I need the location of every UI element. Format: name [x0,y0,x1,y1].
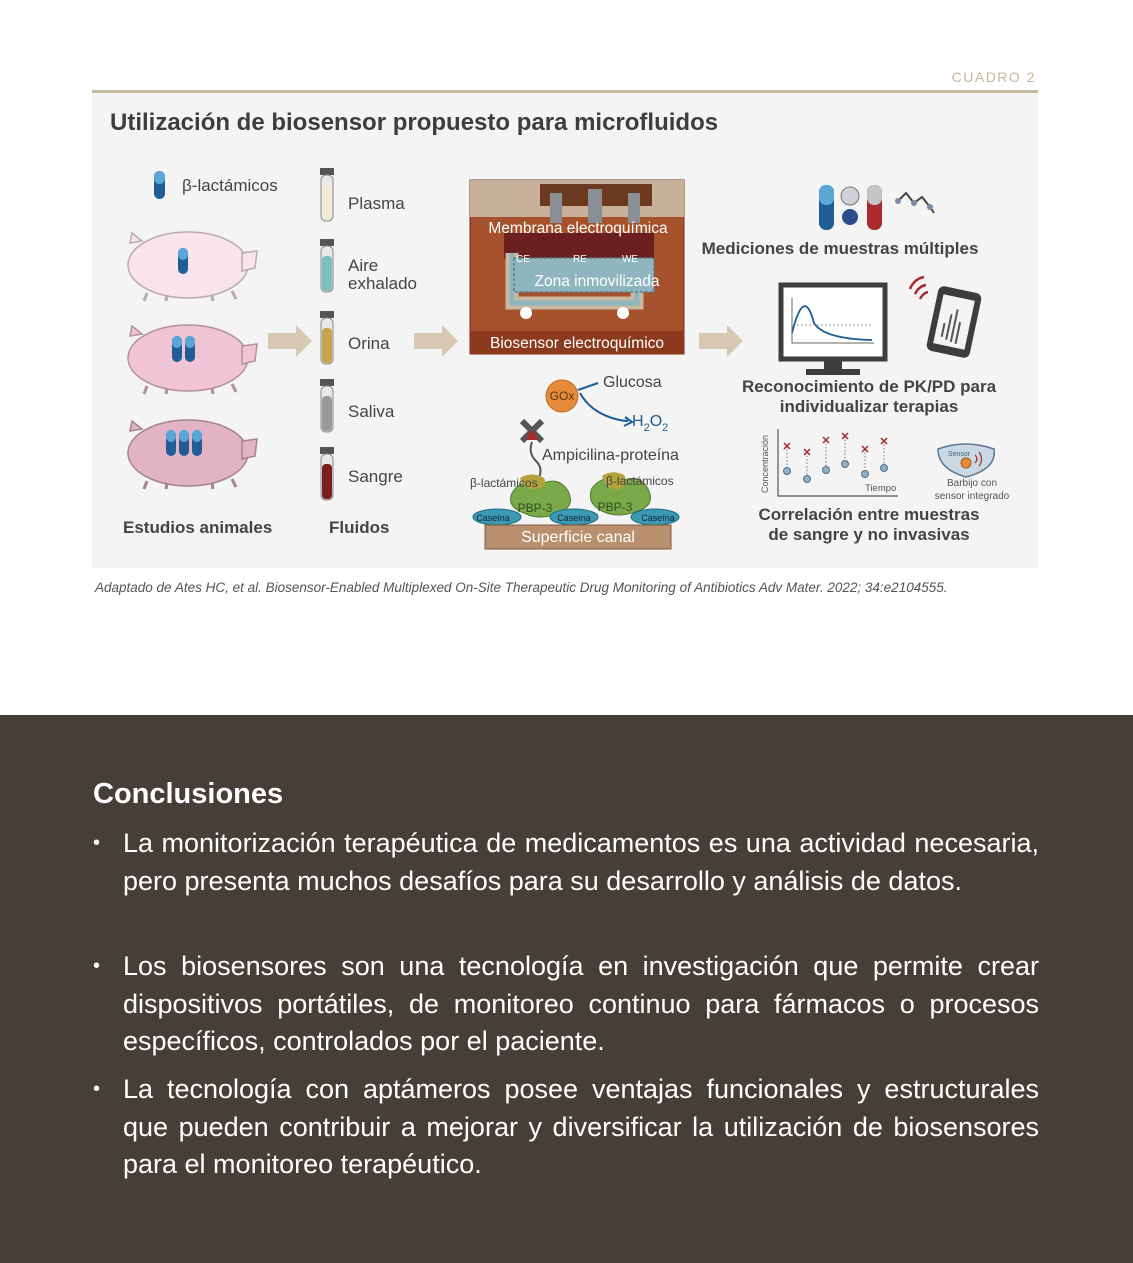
phone-icon [910,277,982,359]
bullet-symbol: • [93,955,101,977]
pbp-left-label: PBP-3 [517,501,553,515]
figure-diagram [92,93,1038,568]
product-label: $H_2O_2$ [632,413,669,434]
electrode-we: WE [621,254,639,265]
tube-blood-icon [320,447,334,500]
caseina-label: Caseína [557,513,591,523]
bullet-symbol: • [93,1078,101,1100]
glucose-label: Glucosa [603,374,662,391]
monitor-icon [781,285,885,375]
x-axis-label: Tiempo [865,483,897,494]
correlation-label-line2: de sangre y no invasivas [768,525,970,544]
beta-right-label: β-lactámicos [606,474,674,488]
list-item-text: La monitorización terapéutica de medicamentos es una actividad necesaria, pero presenta muchos desafíos para su desarrollo y análisis de datos. [123,828,1039,896]
beta-left-label: β-lactámicos [470,476,538,490]
pbp-right-label: PBP-3 [597,500,633,514]
pkpd-label-line1: Reconocimiento de PK/PD para [741,377,997,396]
bullet-symbol: • [93,832,101,854]
animals-label: Estudios animales [123,518,273,537]
chart-point-pair [862,446,869,478]
capsule-icon [154,171,165,199]
multi-sample-icons [819,185,934,230]
enzyme-label: GOx [549,389,575,403]
mask-sensor-label: Sensor [947,451,971,458]
tube-breath-icon [320,239,334,292]
arrow-icon [268,325,312,357]
fluid-label-blood: Sangre [348,467,403,486]
electrode-ce: CE [516,254,530,265]
electrode-re: RE [573,254,587,265]
chip-membrane-label: Membrana electroquímica [488,220,668,237]
fluids-label: Fluidos [329,518,390,537]
chip-zone-label: Zona inmovilizada [534,273,660,290]
arrow-icon [414,325,458,357]
conclusions-title: Conclusiones [93,778,284,810]
pig-icon [128,420,257,489]
figure-title: Utilización de biosensor propuesto para microfluidos [110,109,719,136]
multi-measure-label: Mediciones de muestras múltiples [701,239,979,258]
chip-biosensor-label: Biosensor electroquímico [489,335,665,352]
microfluidic-chip [470,180,684,354]
y-axis-label: Concentración [760,434,770,493]
fluid-label-breath: Aire exhalado [348,256,418,293]
fluid-label-saliva: Saliva [348,402,395,421]
caseina-label: Caseína [641,513,675,523]
tube-urine-icon [320,311,334,364]
surface-label: Superficie canal [521,529,635,546]
chart-point-pair [784,443,791,475]
tube-plasma-icon [320,168,334,221]
caseina-label: Caseína [476,513,510,523]
mask-label-line2: sensor integrado [934,491,1010,502]
pig-icon [128,325,257,394]
tube-saliva-icon [320,379,334,432]
chart-point-pair [881,438,888,472]
mask-icon [938,444,994,477]
arrow-icon [699,325,743,357]
legend-beta-label: β-lactámicos [182,176,278,195]
mask-label-line1: Barbijo con [946,478,998,489]
chart-point-pair [842,433,849,468]
chart-point-pair [823,437,830,474]
conjugate-label: Ampicilina-proteína [542,447,679,464]
chart-point-pair [804,449,811,483]
box-label: CUADRO 2 [951,69,1036,85]
fluid-label-urine: Orina [348,334,390,353]
mechanism-diagram [473,380,679,549]
fluid-label-plasma: Plasma [348,194,405,213]
correlation-label-line1: Correlación entre muestras [758,505,980,524]
figure-caption: Adaptado de Ates HC, et al. Biosensor-Enabled Multiplexed On-Site Therapeutic Drug Monitoring of Antibiotics Adv Mater. 2022; 34:e2104555. [95,580,948,595]
list-item-text: La tecnología con aptámeros posee ventajas funcionales y estructurales que pueden contribuir a mejorar y diversificar la utilización de biosensores para el monitoreo terapéutico. [123,1074,1039,1179]
pig-icon [128,232,257,301]
pkpd-label-line2: individualizar terapias [779,397,959,416]
list-item-text: Los biosensores son una tecnología en investigación que permite crear dispositivos portátiles, de monitoreo continuo para fármacos o procesos específicos, controlados por el paciente. [123,951,1039,1056]
